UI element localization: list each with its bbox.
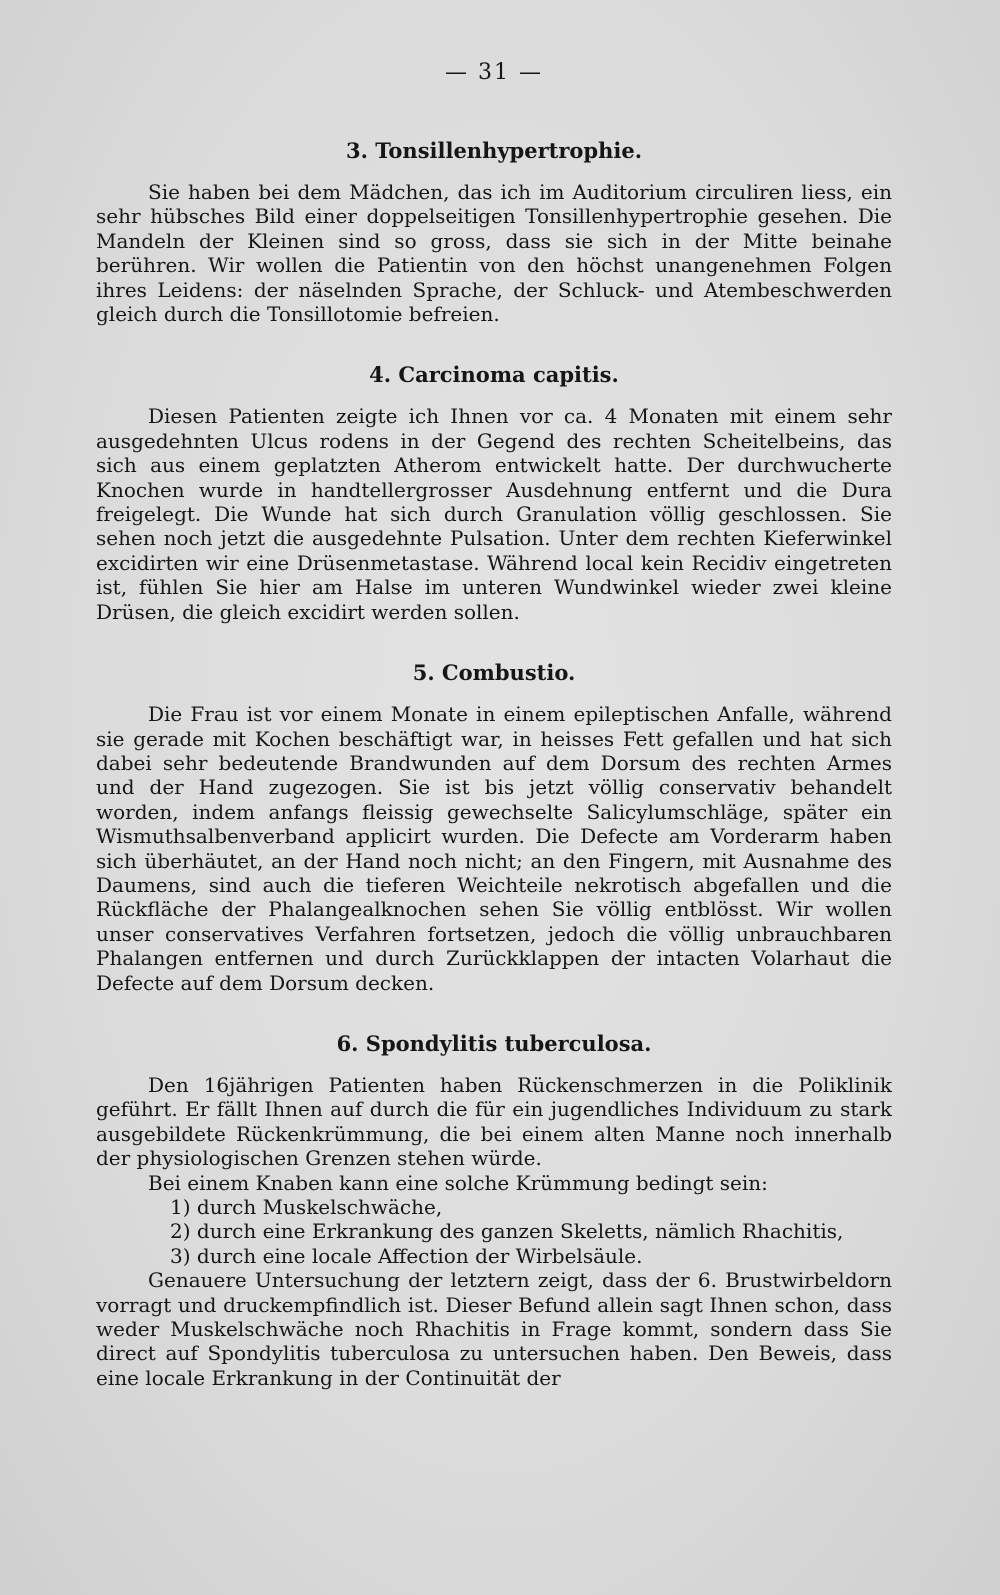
section-heading: 6. Spondylitis tuberculosa.	[336, 1030, 652, 1056]
list-item: 3) durch eine locale Affection der Wirbelsäule.	[170, 1243, 643, 1268]
cause-list	[96, 1195, 892, 1268]
section-combustio	[96, 658, 892, 995]
paragraph: Genauere Untersuchung der letztern zeigt, dass der 6. Brustwirbeldorn vorragt und druckempfindlich ist. Dieser Befund allein sagt Ihnen schon, dass weder Muskelschwäche noch Rhachitis in Frage kommt, sondern dass Sie direct auf Spondylitis tuberculosa zu untersuchen haben. Den Beweis, dass eine locale Erkrankung in der Continuität der	[96, 1268, 892, 1390]
paragraph: Die Frau ist vor einem Monate in einem epileptischen Anfalle, während sie gerade mit Kochen beschäftigt war, in heisses Fett gefallen und hat sich dabei sehr bedeutende Brandwunden auf dem Dorsum des rechten Armes und der Hand zugezogen. Sie ist bis jetzt völlig conservativ behandelt worden, indem anfangs fleissig gewechselte Salicylumschläge, später ein Wismuthsalbenverband applicirt wurden. Die Defecte am Vorderarm haben sich überhäutet, an der Hand noch nicht; an den Fingern, mit Ausnahme des Daumens, sind auch die tieferen Weichteile nekrotisch abgefallen und die Rückfläche der Phalangealknochen sehen Sie völlig entblösst. Wir wollen unser conservatives Verfahren fortsetzen, jedoch die völlig unbrauchbaren Phalangen entfernen und durch Zurückklappen der intacten Volarhaut die Defecte auf dem Dorsum decken.	[96, 702, 892, 995]
list-item: 1) durch Muskelschwäche,	[170, 1195, 443, 1219]
paragraph: Bei einem Knaben kann eine solche Krümmung bedingt sein:	[148, 1170, 768, 1195]
section-heading: 5. Combustio.	[412, 660, 576, 686]
section-heading: 3. Tonsillenhypertrophie.	[345, 138, 643, 163]
list-item: 2) durch eine Erkrankung des ganzen Skeletts, nämlich Rhachitis,	[170, 1219, 844, 1244]
paragraph: Den 16jährigen Patienten haben Rückenschmerzen in die Poliklinik geführt. Er fällt Ihnen auf durch die für ein jugendliches Individuum zu stark ausgebildete Rückenkrümmung, die bei einem alten Manne noch innerhalb der physiologischen Grenzen stehen würde.	[96, 1072, 892, 1171]
page-number: — 31 —	[445, 60, 543, 85]
paragraph: Diesen Patienten zeigte ich Ihnen vor ca. 4 Monaten mit einem sehr ausgedehnten Ulcus rodens in der Gegend des rechten Scheitelbeins, das sich aus einem geplatzten Atherom entwickelt hatte. Der durchwucherte Knochen wurde in handtellergrosser Ausdehnung entfernt und die Dura freigelegt. Die Wunde hat sich durch Granulation völlig geschlossen. Sie sehen noch jetzt die ausgedehnte Pulsation. Unter dem rechten Kieferwinkel excidirten wir eine Drüsenmetastase. Während local kein Recidiv eingetreten ist, fühlen Sie hier am Halse im unteren Wundwinkel wieder zwei kleine Drüsen, die gleich excidirt werden sollen.	[96, 404, 892, 624]
page-content	[96, 58, 892, 1424]
section-carcinoma-capitis	[96, 360, 892, 624]
section-heading: 4. Carcinoma capitis.	[369, 362, 619, 388]
section-tonsillenhypertrophie	[96, 136, 892, 326]
paragraph: Sie haben bei dem Mädchen, das ich im Auditorium circuliren liess, ein sehr hübsches Bild einer doppelseitigen Tonsillenhypertrophie gesehen. Die Mandeln der Kleinen sind so gross, dass sie sich in der Mitte beinahe berühren. Wir wollen die Patientin von den höchst unangenehmen Folgen ihres Leidens: der näselnden Sprache, der Schluck- und Atembeschwerden gleich durch die Tonsillotomie befreien.	[96, 180, 892, 327]
section-spondylitis-tuberculosa	[96, 1029, 892, 1390]
